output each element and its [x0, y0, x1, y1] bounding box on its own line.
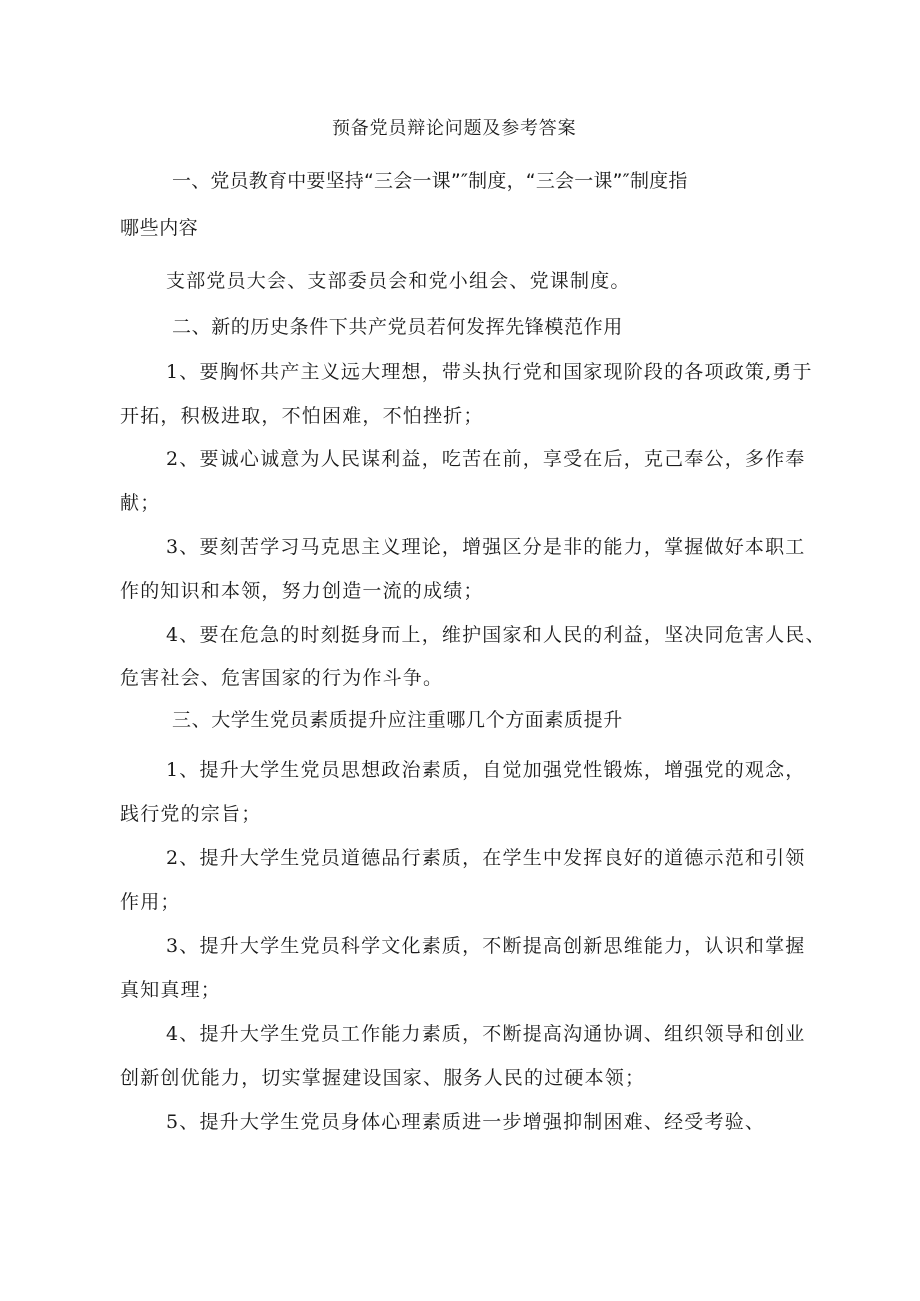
q3-item-3-line-2: 真知真理； [120, 979, 222, 1001]
q2-item-1-line-2: 开拓，积极进取，不怕困难，不怕挫折； [120, 405, 484, 427]
question-1-heading-line-1: 一、党员教育中要坚持“三会一课”″制度，“三会一课”″制度指 [172, 170, 688, 192]
q3-item-2-line-2: 作用； [120, 891, 181, 913]
page-title: 预备党员辩论问题及参考答案 [332, 118, 577, 139]
q3-item-1-line-2: 践行党的宗旨； [120, 803, 262, 825]
q2-item-1-line-1: 1、要胸怀共产主义远大理想，带头执行党和国家现阶段的各项政策,勇于 [166, 361, 813, 383]
q2-item-2-line-1: 2、要诚心诚意为人民谋利益，吃苦在前，享受在后，克己奉公，多作奉 [166, 448, 806, 470]
q2-item-4-line-2: 危害社会、危害国家的行为作斗争。 [120, 667, 444, 689]
question-1-answer: 支部党员大会、支部委员会和党小组会、党课制度。 [166, 270, 631, 292]
q3-item-2-line-1: 2、提升大学生党员道德品行素质，在学生中发挥良好的道德示范和引领 [166, 847, 806, 869]
question-2-heading: 二、新的历史条件下共产党员若何发挥先锋模范作用 [172, 316, 623, 338]
question-1-heading-line-2: 哪些内容 [120, 217, 199, 239]
q3-item-1-line-1: 1、提升大学生党员思想政治素质，自觉加强党性锻炼，增强党的观念， [166, 759, 806, 781]
q3-item-4-line-1: 4、提升大学生党员工作能力素质，不断提高沟通协调、组织领导和创业 [166, 1023, 806, 1045]
q3-item-3-line-1: 3、提升大学生党员科学文化素质，不断提高创新思维能力，认识和掌握 [166, 935, 806, 957]
q2-item-2-line-2: 献； [120, 492, 161, 514]
q2-item-3-line-1: 3、要刻苦学习马克思主义理论，增强区分是非的能力，掌握做好本职工 [166, 536, 806, 558]
q3-item-4-line-2: 创新创优能力，切实掌握建设国家、服务人民的过硬本领； [120, 1067, 646, 1089]
q2-item-4-line-1: 4、要在危急的时刻挺身而上，维护国家和人民的利益，坚决同危害人民、 [166, 624, 826, 646]
q3-item-5-line-1: 5、提升大学生党员身体心理素质进一步增强抑制困难、经受考验、 [166, 1111, 766, 1133]
question-3-heading: 三、大学生党员素质提升应注重哪几个方面素质提升 [172, 709, 623, 731]
q2-item-3-line-2: 作的知识和本领，努力创造一流的成绩； [120, 580, 484, 602]
